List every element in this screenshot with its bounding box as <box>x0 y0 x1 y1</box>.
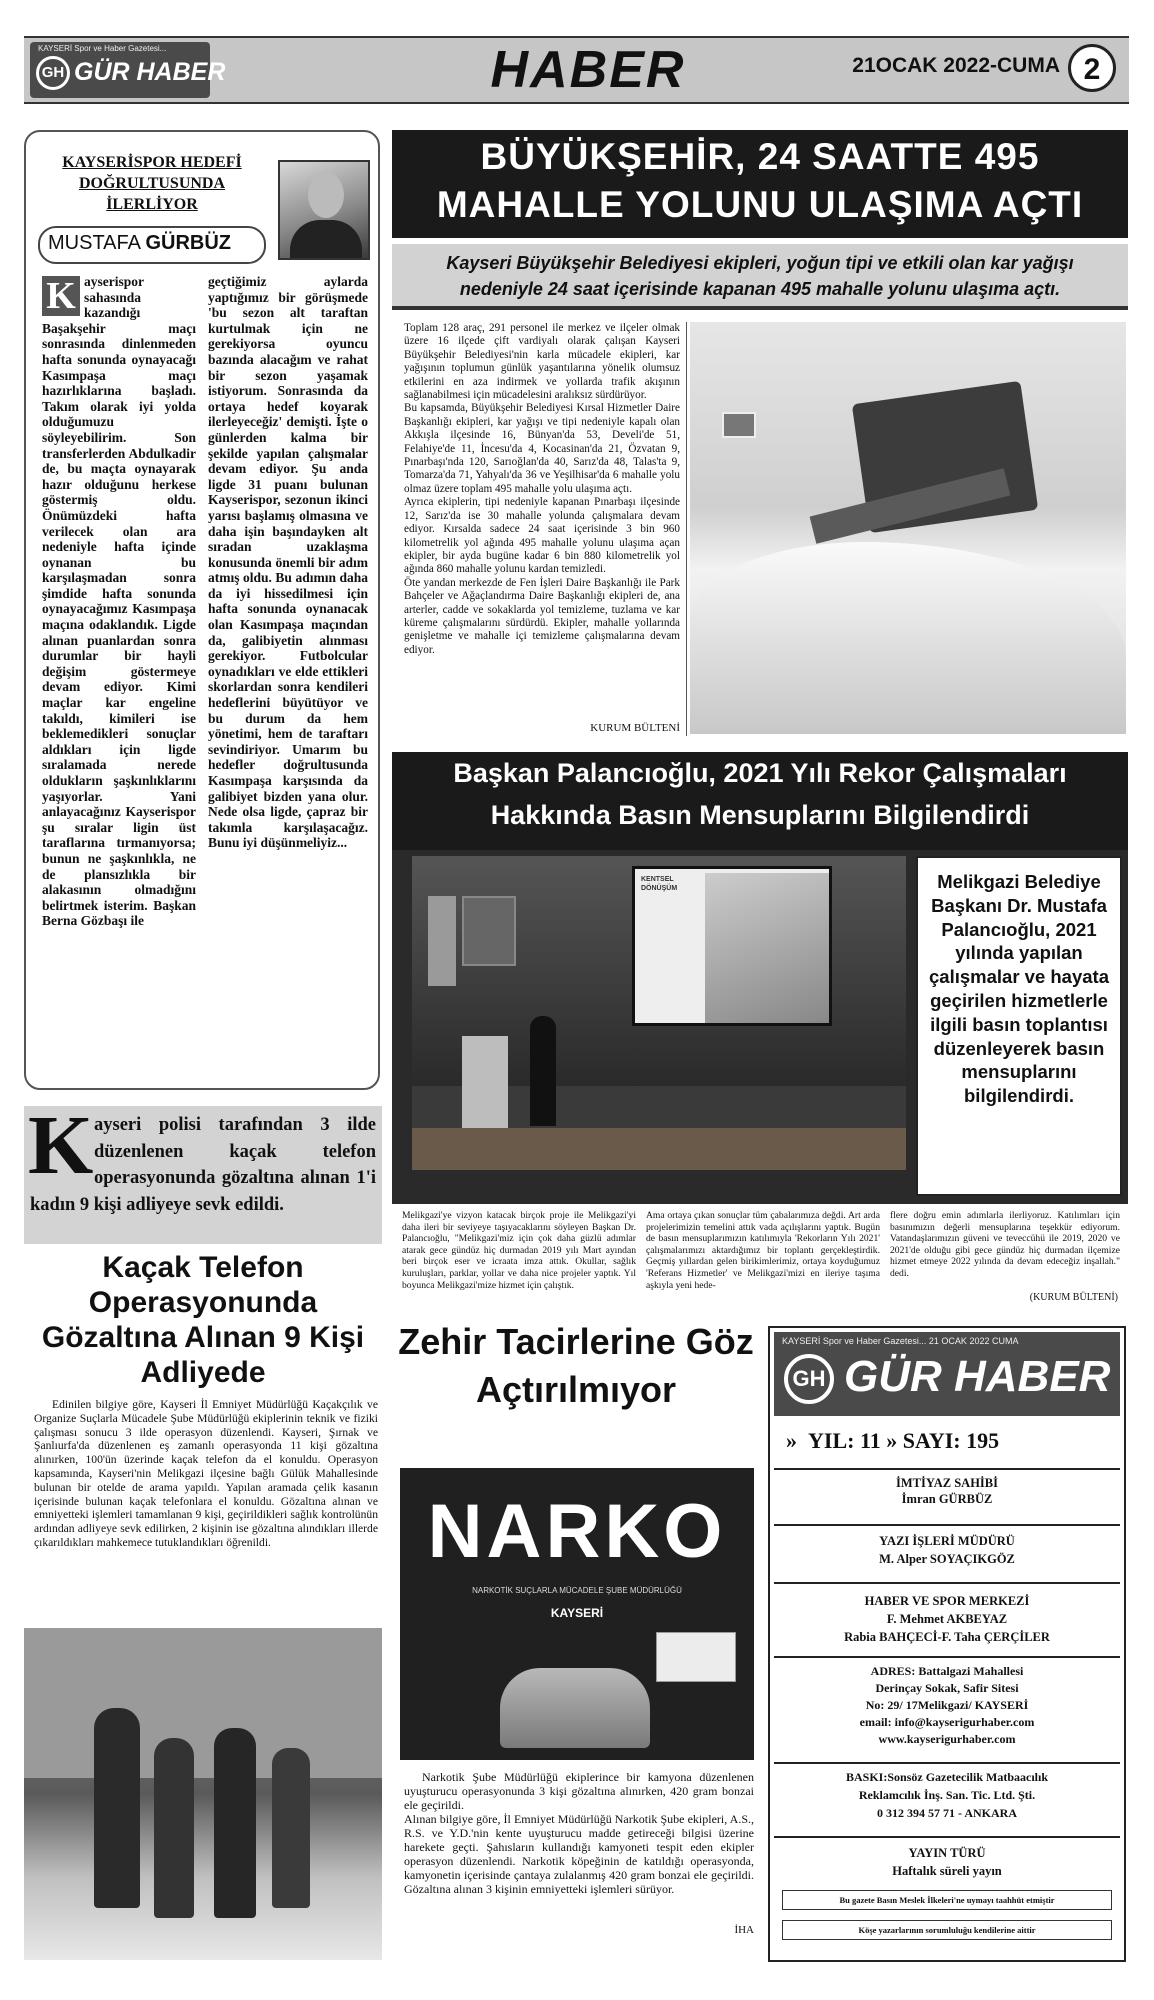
imprint-logo-text: GÜR HABER <box>844 1352 1111 1401</box>
imprint-tagline-text: KAYSERİ Spor ve Haber Gazetesi... <box>782 1336 927 1346</box>
column-dropcap-space <box>42 274 84 318</box>
imprint-block-3-line-1: F. Mehmet AKBEYAZ <box>886 1612 1008 1626</box>
imprint-block-2-title: YAZI İŞLERİ MÜDÜRÜ <box>879 1534 1015 1548</box>
snow-spot: Kayseri Büyükşehir Belediyesi ekipleri, yoğun tipi ve etkili olan kar yağışı nedeniyle 24 saat içerisinde kapanan 495 mahalle yolunu ulaşıma açtı. <box>446 253 1074 299</box>
palanci-portrait <box>462 896 516 966</box>
snow-divider <box>686 322 687 736</box>
imprint-website[interactable]: www.kayserigurhaber.com <box>878 1732 1016 1746</box>
masthead-tagline: KAYSERİ Spor ve Haber Gazetesi... <box>38 44 167 53</box>
phone-photo <box>24 1628 382 1960</box>
imprint-tagline <box>782 1336 1018 1346</box>
snow-drift <box>690 542 1126 734</box>
imprint-year-text: YIL: 11 » SAYI: 195 <box>808 1428 1000 1453</box>
section-title: HABER <box>490 41 686 99</box>
snow-headline-line-2: MAHALLE YOLUNU ULAŞIMA AÇTI <box>436 184 1084 225</box>
phone-dropcap: K <box>28 1099 94 1192</box>
phone-body: Edinilen bilgiye göre, Kayseri İl Emniyet Müdürlüğü Kaçakçılık ve Organize Suçlarla Mücadele Şube Müdürlüğü ekiplerinin teknik ve fiziki çalışması sonucu 3 ilde operasyon düzenlendi. Kayseri, Şırnak ve Şanlıurfa'da düzenlenen eş zamanlı operasyonda 11 kişi gözaltına alınırken, 100'ün üzerinde kaçak telefon da el konuldu. Operasyon kapsamında, Kayseri'nin Melikgazi ilçesine bağlı Gülük Mahallesinde bulunan bir otelde de arama yapıldı. Yapılan aramada çelik kasanın içerisinde bulunan kaçak telefonlara el konuldu. Gözaltına alınan ve emniyetteki işlemleri tamamlanan 9 kişi, geçirildikleri sağlık kontrolünün ardından adliyeye sevk edilirken, 2 kişinin ise gözaltına alındıkları illerde çıkarıldıkları mahkemece tutuklandıkları öğrenildi. <box>34 1398 378 1549</box>
palanci-screen-title: KENTSEL DÖNÜŞÜM <box>641 876 678 892</box>
imprint-block-4-line-1: Derinçay Sokak, Safir Sitesi <box>875 1681 1019 1695</box>
imprint-year-chevron: » <box>786 1428 797 1453</box>
imprint-block-6-title: YAYIN TÜRÜ <box>908 1846 986 1860</box>
imprint-email[interactable]: email: info@kayserigurhaber.com <box>859 1715 1035 1729</box>
palanci-headline-line-1: Başkan Palancıoğlu, 2021 Yılı Rekor Çalışmaları <box>453 758 1067 788</box>
page-number: 2 <box>1068 44 1116 92</box>
palanci-podium <box>462 1036 508 1132</box>
snow-headline-line-1: BÜYÜKŞEHİR, 24 SAATTE 495 <box>480 136 1040 177</box>
palanci-screen <box>632 866 832 1026</box>
column-body-left <box>42 274 196 929</box>
drug-evidence-card <box>656 1632 736 1682</box>
imprint-note-2: Köşe yazarlarının sorumluluğu kendilerine aittir <box>782 1920 1112 1940</box>
phone-headline: Kaçak Telefon Operasyonunda Gözaltına Alınan 9 Kişi Adliyede <box>41 1251 365 1389</box>
imprint-year-line <box>774 1428 1120 1454</box>
palanci-speaker <box>530 1016 556 1126</box>
phone-spot-text: ayseri polisi tarafından 3 ilde düzenlenen kaçak telefon operasyonunda gözaltına alınan 1'i kadın 9 kişi adliyeye sevk edildi. <box>30 1115 376 1215</box>
phone-photo-officer-3 <box>214 1728 256 1918</box>
palanci-credit: (KURUM BÜLTENİ) <box>1029 1292 1118 1303</box>
drug-banner-sub: NARKOTİK SUÇLARLA MÜCADELE ŞUBE MÜDÜRLÜĞÜ <box>472 1586 682 1595</box>
palanci-col-2: Ama ortaya çıkan sonuçlar tüm çabalarımıza değdi. Art arda projelerimizin temelini attık vada açılışlarını yaptık. Bugün de basın mensuplarımızın katılımıyla 'Rekorların Yılı 2021' çalışmalarımızı aktardığımız bir toplantı gerçekleştirdik. Geçmiş yıllardan gelen birikimlerimiz, ortaya koyduğumuz 'Referans Hizmetler' ve Melikgazi'mizi en ileriye taşıma aşkıyla yeni hede- <box>646 1210 880 1291</box>
author-photo-head <box>308 172 344 218</box>
palanci-summary: Melikgazi Belediye Başkanı Dr. Mustafa Palancıoğlu, 2021 yılında yapılan çalışmalar ve hayata geçirilen hizmetlerle ilgili basın toplantısı düzenleyerek basın mensuplarını bilgilendirdi. <box>929 871 1109 1107</box>
imprint-logo <box>774 1332 1120 1416</box>
imprint-block-2-line-1: M. Alper SOYAÇIKGÖZ <box>879 1552 1015 1566</box>
drug-banner-city: KAYSERİ <box>550 1606 604 1620</box>
imprint-block-1-line-1: İmran GÜRBÜZ <box>901 1492 993 1506</box>
imprint-block-3-line-2: Rabia BAHÇECİ-F. Taha ÇERÇİLER <box>844 1630 1050 1644</box>
masthead-logo-text: GÜR HABER <box>74 58 226 86</box>
palanci-screen-image <box>705 873 829 1023</box>
column-dropcap: K <box>42 276 80 316</box>
imprint-block-5-line-2: 0 312 394 57 71 - ANKARA <box>877 1806 1017 1820</box>
phone-photo-officer-2 <box>154 1738 194 1918</box>
imprint-block-1-title: İMTİYAZ SAHİBİ <box>895 1476 998 1490</box>
imprint-block-6-line-1: Haftalık süreli yayın <box>892 1864 1002 1878</box>
author-first-name: MUSTAFA <box>48 232 140 254</box>
drug-headline: Zehir Tacirlerine Göz Açtırılmıyor <box>398 1321 754 1410</box>
column-body-right: geçtiğimiz aylarda yaptığımız bir görüşmede 'bu sezon alt taraftan kurtulmak için ne gerekiyorsa oyuncu bazında alacağım ve rahat bir sezon yaşamak istiyorum. Sonrasında da ortaya hedef koyarak ilerleyeceğiz' demişti. İşte o günlerden kalma bir şekilde yapılan çalışmalar devam ediyor. Şu anda ligde 31 puanı bulunan Kayserispor, sezonun ikinci yarısı başlamış olmasına ve daha işin başındayken alt sıradan uzaklaşma konusunda önemli bir adım atmış oldu. Bu adımın daha da iyi hissedilmesi için hafta sonunda oynanacak olan Kasımpaşa maçından da, galibiyetin alınması gerekiyor. Futbolcular oynadıkları ve elde ettikleri skorlardan sonra kendileri hedeflerini büyütüyor ve bu durum da hem yönetimi, hem de taraftarı sevindiriyor. Umarım bu hedefler doğrultusunda Kasımpaşa karşısında da galibiyet bizden yana olur. Nede olsa ligde, çapraz bir takımla karşılaşacağız. Bunu iyi düşünmeliyiz... <box>208 274 368 851</box>
author-name <box>48 232 231 255</box>
drug-photo <box>400 1468 754 1760</box>
snow-body: Toplam 128 araç, 291 personel ile merkez ve ilçeler olmak üzere 16 ilçede çift vardiyalı olarak çalışan Kayseri Büyükşehir Belediyesi'nin karla mücadele ekipleri, kar yağışının toplumun günlük yaşantılarına yönelik olumsuz etkilerini en aza indirmek ve yollarda trafik akışının sağlanabilmesi için mücadelesini aralıksız sürdürüyor. Bu kapsamda, Büyükşehir Belediyesi Kırsal Hizmetler Daire Başkanlığı ekipleri, kar yağışı ve tipi nedeniyle kapalı olan Akkışla ilçesinde 16, Bünyan'da 53, Develi'de 51, Felahiye'de 11, İncesu'da 4, Kocasinan'da 21, Özvatan 9, Pınarbaşı'nda 120, Sarıoğlan'da 40, Sarız'da 48, Talas'ta 9, Tomarza'da 71, Yahyalı'da 36 ve Yeşilhisar'da 6 mahalle yolu olmaz üzere toplam 495 mahalle yolu ulaşıma açtı. Ayrıca ekiplerin, tipi nedeniyle kapanan Pınarbaşı ilçesinde 12, Sarız'da ise 30 mahalle yolunda çalışmalara devam ediyor. Kırsalda sadece 24 saat içerisinde 3 bin 960 kilometrelik yol ağında 495 mahalle yolunu ulaşıma açan ekipler, bir ayda bugüne kadar 6 bin 880 kilometrelik yol ağında 860 mahalle yolunu kardan temizledi. Öte yandan merkezde de Fen İşleri Daire Başkanlığı ile Park Bahçeler ve Ağaçlandırma Daire Başkanlığı ekipleri de, ana arterler, cadde ve sokaklarda yol temizleme, tuzlama ve kar küreme çalışmalarını sürdürdü. Ekipler, mahalle yollarında genişletme ve mahalle içi temizleme çalışmalarına devam ediyor. <box>404 322 680 656</box>
snow-photo <box>690 322 1126 734</box>
masthead-date: 21OCAK 2022-CUMA <box>852 54 1060 77</box>
palanci-stage-floor <box>412 1128 906 1170</box>
author-photo <box>278 160 370 260</box>
drug-body: Narkotik Şube Müdürlüğü ekiplerince bir kamyona düzenlenen uyuşturucu operasyonunda 3 kişi gözaltına alınırken, 420 gram bonzai ele geçirildi. Alınan bilgiye göre, İl Emniyet Müdürlüğü Narkotik Şube ekipleri, A.S., R.S. ve Y.D.'nin kente uyuşturucu madde getireceği bilgisi üzerine harekete geçti. Şahısların kullandığı kamyoneti tespit eden ekipler operasyon düzenlendi. Narkotik köpeğinin de katıldığı operasyonda, kamyonetin içerisinde çantaya zulalanmış 420 gram bonzai ele geçirildi. Gözaltına alınan 3 kişinin emniyetteki işlemleri sürüyor. <box>404 1770 754 1896</box>
phone-spot <box>30 1112 376 1218</box>
imprint-block-4-title: ADRES: Battalgazi Mahallesi <box>870 1664 1024 1678</box>
drug-credit: İHA <box>734 1924 754 1936</box>
palanci-flag <box>428 896 456 986</box>
drug-banner-title: NARKO <box>427 1489 727 1574</box>
author-photo-body <box>290 220 362 260</box>
snow-road-sign <box>722 412 756 438</box>
drug-seized-bag <box>500 1668 650 1748</box>
phone-photo-officer-1 <box>94 1708 140 1908</box>
imprint-logo-mark: GH <box>784 1354 834 1404</box>
masthead-logo <box>30 42 226 98</box>
author-last-name: GÜRBÜZ <box>145 232 231 254</box>
palanci-col-3: flere doğru emin adımlarla ilerliyoruz. Katılımları için basınımızın değerli mensuplarına teşekkür ediyorum. Vatandaşlarımızın güveni ve teveccühü ile 2019, 2020 ve 2021'de olduğu gibi gece gündüz hiç durmadan ilçemize hizmet etmeye 2022 yılında da devam edeceğiz inşallah." dedi. <box>890 1210 1120 1279</box>
palanci-headline-line-2: Hakkında Basın Mensuplarını Bilgilendirdi <box>490 800 1030 830</box>
palanci-photo <box>412 856 906 1170</box>
column-heading: KAYSERİSPOR HEDEFİ DOĞRULTUSUNDA İLERLİYOR <box>62 154 242 213</box>
snow-credit: KURUM BÜLTENİ <box>590 722 680 734</box>
phone-photo-officer-4 <box>272 1748 310 1908</box>
logo-gh-mark: GH <box>36 56 70 90</box>
imprint-block-5-title: BASKI:Sonsöz Gazetecilik Matbaacılık <box>846 1770 1048 1784</box>
imprint-block-5-line-1: Reklamcılık İnş. San. Tic. Ltd. Şti. <box>858 1788 1036 1802</box>
imprint-block-3-title: HABER VE SPOR MERKEZİ <box>864 1594 1030 1608</box>
imprint-note-1: Bu gazete Basın Meslek İlkeleri'ne uymayı taahhüt etmiştir <box>782 1890 1112 1910</box>
imprint-block-4-line-2: No: 29/ 17Melikgazi/ KAYSERİ <box>865 1698 1029 1712</box>
column-body-left-text: ayserispor sahasında kazandığı Başakşehir maçı sonrasında dinlenmeden hafta sonunda oynayacağı Kasımpaşa maçı hazırlıklarına başladı. Takım olarak iyi yolda olduğumuzu söyleyebilirim. Son transferlerden Abdulkadir de, bu maçta oynayarak hazır olduğunu herkese göstermiş oldu. Önümüzdeki hafta verilecek olan ara nedeniyle hafta içinde oynanan bu karşılaşmadan sonra şimdide hafta sonunda oynayacağımız Kasımpaşa maçına odaklandık. Ligde alınan puanlardan sonra durumlar bir hayli değişim göstermeye devam ediyor. Kimi maçlar kar engeline takıldı, kimileri ise beklemedikleri sonuçlar aldıkları için ligde sıralamada nerede oldukların şaşkınlıklarını yaşıyorlar. Yani anlayacağınız Kayserispor şu sıralar ligin üst taraflarına tırmanıyorsa; bunun ne şaşkınlıkla, ne de plansızlıkla bir alakasının olmadığını belirtmek isterim. Başkan Berna Gözbaşı ile <box>42 274 196 929</box>
palanci-col-1: Melikgazi'ye vizyon katacak birçok proje ile Melikgazi'yi daha ileri bir seviyeye taşıyacaklarını söyleyen Başkan Dr. Palancıoğlu, "Melikgazi'miz için çok daha güzlü adımlar atarak gece gündüz hiç durmadan 2019 yılı Mart ayından beri birçok eser ve icraata imza attık. Okullar, sağlık kuruluşları, parklar, yollar ve daha nice projeler yaptık. Yıl boyunca Melikgazi'mize hizmet için çalıştık. <box>402 1210 636 1291</box>
phone-dropcap-space <box>30 1112 94 1186</box>
imprint-date: 21 OCAK 2022 CUMA <box>928 1336 1019 1346</box>
phone-photo-building <box>24 1628 382 1778</box>
